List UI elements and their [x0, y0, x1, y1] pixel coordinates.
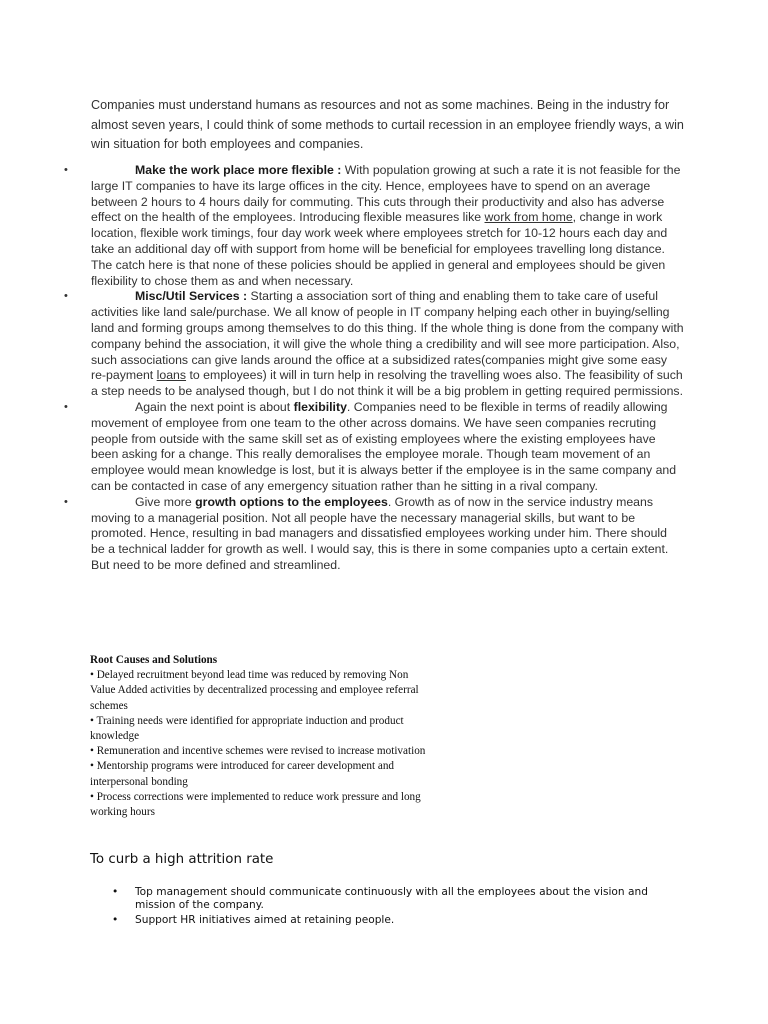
loans-link[interactable]: loans: [156, 368, 187, 383]
attrition-list: [112, 886, 672, 928]
bullet-dot: •: [112, 886, 119, 898]
bullet-flexible-workplace: • Make the work place more flexible : With population growing at such a rate it is not feasible for the large IT companies to have its large offices in the city. Hence, employees have to spend on an average between 2 hours to 4 hours daily for commuting. This cuts through their productivity and also has adverse effect on the health of the employees. Introducing flexible measures like work from home, change in work location, flexible work timings, four day work week where employees stretch for 10-12 hours each day and take an additional day off with support from home will be beneficial for employees travelling long distance. The catch here is that none of these policies should be applied in general and employees should be given flexibility to chose them as and when necessary.: [64, 163, 681, 288]
attrition-heading: To curb a high attrition rate: [90, 852, 274, 867]
list-item: • Mentorship programs were introduced for career development and interpersonal bonding: [90, 760, 395, 788]
bullet-misc-services: • Misc/Util Services : Starting a association sort of thing and enabling them to take care of useful activities like land sale/purchase. We all know of people in IT company helping each other in buying/selling land and forming groups among themselves to do this thing. If the whole thing is done from the company with company behind the association, it will give the whole thing a credibility and will see more participation. Also, such associations can give lands around the office at a subsidized rates(companies might give some easy re-payment loans to employees) it will in turn help in resolving the travelling woes also. The feasibility of such a step needs to be analysed though, but I do not think it will be a big problem in getting required permissions.: [64, 289, 684, 399]
list-item: • Process corrections were implemented to reduce work pressure and long working hours: [90, 790, 421, 819]
bullet-keyword: flexibility: [293, 399, 347, 414]
list-item: • Support HR initiatives aimed at retaining people.: [112, 913, 395, 926]
bullet-dot: •: [64, 290, 68, 303]
section-title: Root Causes and Solutions: [90, 654, 218, 666]
bullet-list: [64, 163, 684, 574]
bullet-dot: •: [64, 495, 68, 508]
root-causes-section: [90, 653, 430, 820]
list-item: • Top management should communicate continuously with all the employees about the vision and mission of the company.: [112, 886, 648, 912]
bullet-heading: Make the work place more flexible :: [135, 163, 342, 177]
intro-paragraph: Companies must understand humans as resources and not as some machines. Being in the industry for almost seven years, I could think of some methods to curtail recession in an employee friendly ways, a win win situation for both employees and companies.: [91, 98, 684, 151]
list-item: • Training needs were identified for appropriate induction and product knowledge: [90, 714, 404, 743]
bullet-dot: •: [112, 913, 119, 926]
bullet-dot: •: [64, 164, 68, 176]
list-item: • Delayed recruitment beyond lead time was reduced by removing Non Value Added activities by decentralized processing and employee referral schemes: [90, 669, 419, 712]
bullet-heading: Misc/Util Services :: [135, 289, 248, 304]
bullet-dot: •: [64, 400, 68, 413]
list-item: • Remuneration and incentive schemes were revised to increase motivation: [90, 745, 426, 758]
bullet-growth-options: • Give more growth options to the employees. Growth as of now in the service industry means moving to a managerial position. Not all people have the necessary managerial skills, but want to be promoted. Hence, resulting in bad managers and dissatisfied employees working under him. There should be a technical ladder for growth as well. I would say, this is there in some companies upto a certain extent. But need to be more defined and streamlined.: [64, 494, 669, 572]
work-from-home-link[interactable]: work from home: [484, 210, 573, 225]
bullet-flexibility: • Again the next point is about flexibility. Companies need to be flexible in terms of readily allowing movement of employee from one team to the other across domains. We have seen companies recruting people from outside with the same skill set as of existing employees where the existing employees have been asking for a change. This really demoralises the employee morale. Though team movement of an employee would mean knowledge is lost, but it is always better if the employee is in the same company and can be contacted in case of any emergency situation rather than he sitting in a rival company.: [64, 399, 677, 493]
bullet-keyword: growth options to the employees: [195, 494, 388, 509]
